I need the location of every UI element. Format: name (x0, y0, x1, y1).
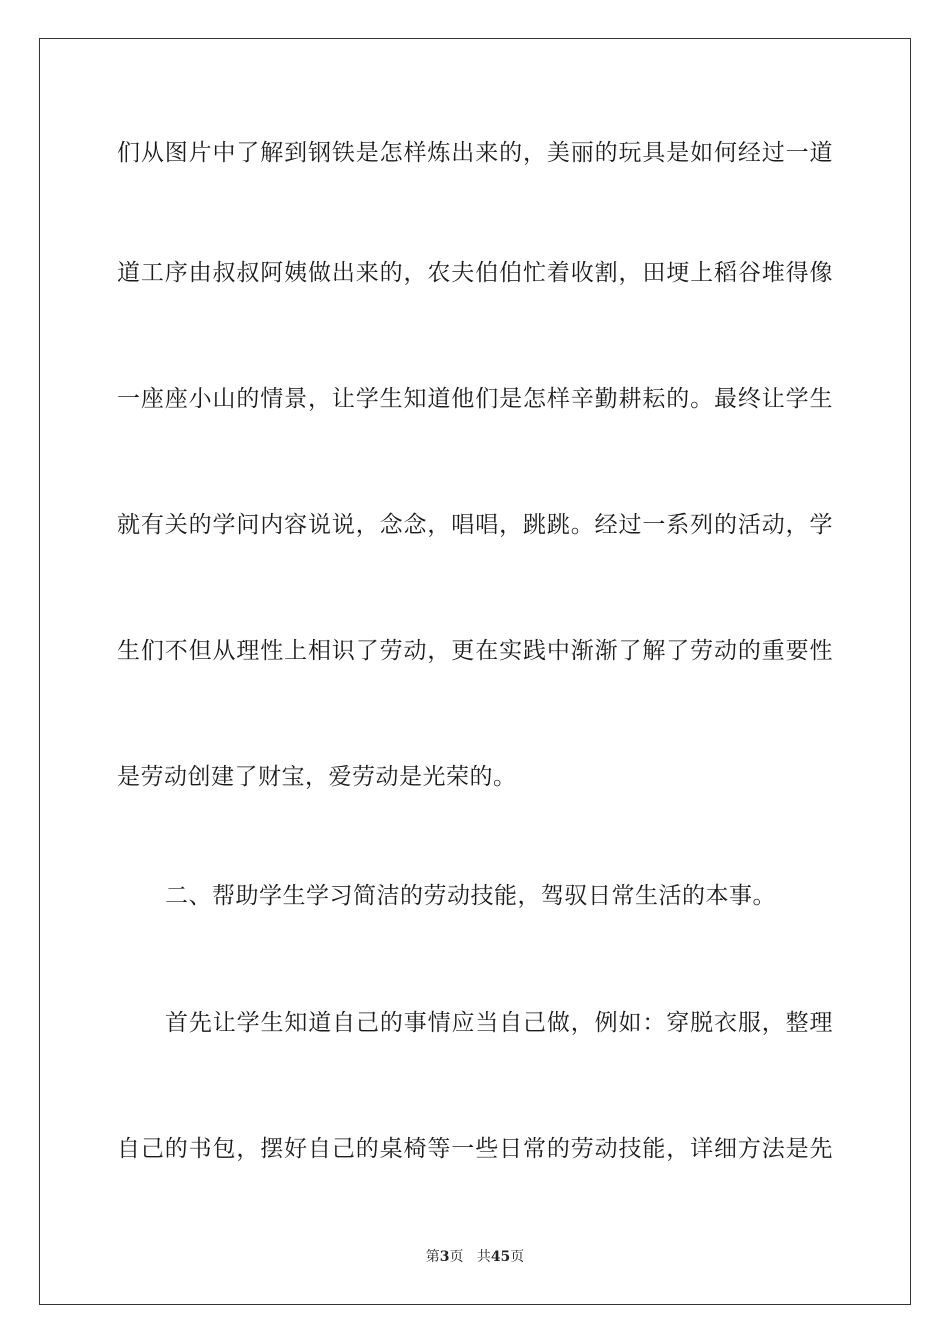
body-text-line-2: 道工序由叔叔阿姨做出来的，农夫伯伯忙着收割，田埂上稻谷堆得像 (117, 260, 833, 286)
body-text-line-3: 一座座小山的情景，让学生知道他们是怎样辛勤耕耘的。最终让学生 (117, 386, 833, 412)
total-suffix: 页 (510, 1249, 525, 1265)
body-text-line-5: 生们不但从理性上相识了劳动，更在实践中渐渐了解了劳动的重要性 (117, 638, 833, 664)
page-number: 3 (439, 1249, 450, 1265)
page-suffix: 页 (449, 1249, 464, 1265)
total-prefix: 共 (476, 1249, 491, 1265)
body-text-line-4: 就有关的学问内容说说，念念，唱唱，跳跳。经过一系列的活动，学 (117, 512, 833, 538)
paragraph-start-line: 首先让学生知道自己的事情应当自己做，例如：穿脱衣服，整理 (165, 1010, 833, 1036)
body-text-line-1: 们从图片中了解到钢铁是怎样炼出来的，美丽的玩具是如何经过一道 (117, 140, 833, 166)
body-text-line-9: 自己的书包，摆好自己的桌椅等一些日常的劳动技能，详细方法是先 (117, 1136, 833, 1162)
total-pages: 45 (490, 1249, 511, 1265)
section-heading: 二、帮助学生学习简洁的劳动技能，驾驭日常生活的本事。 (165, 883, 776, 909)
page-footer (0, 1248, 950, 1266)
body-text-line-6: 是劳动创建了财宝，爱劳动是光荣的。 (117, 764, 517, 790)
page-border (39, 38, 911, 1305)
page-prefix: 第 (425, 1249, 440, 1265)
